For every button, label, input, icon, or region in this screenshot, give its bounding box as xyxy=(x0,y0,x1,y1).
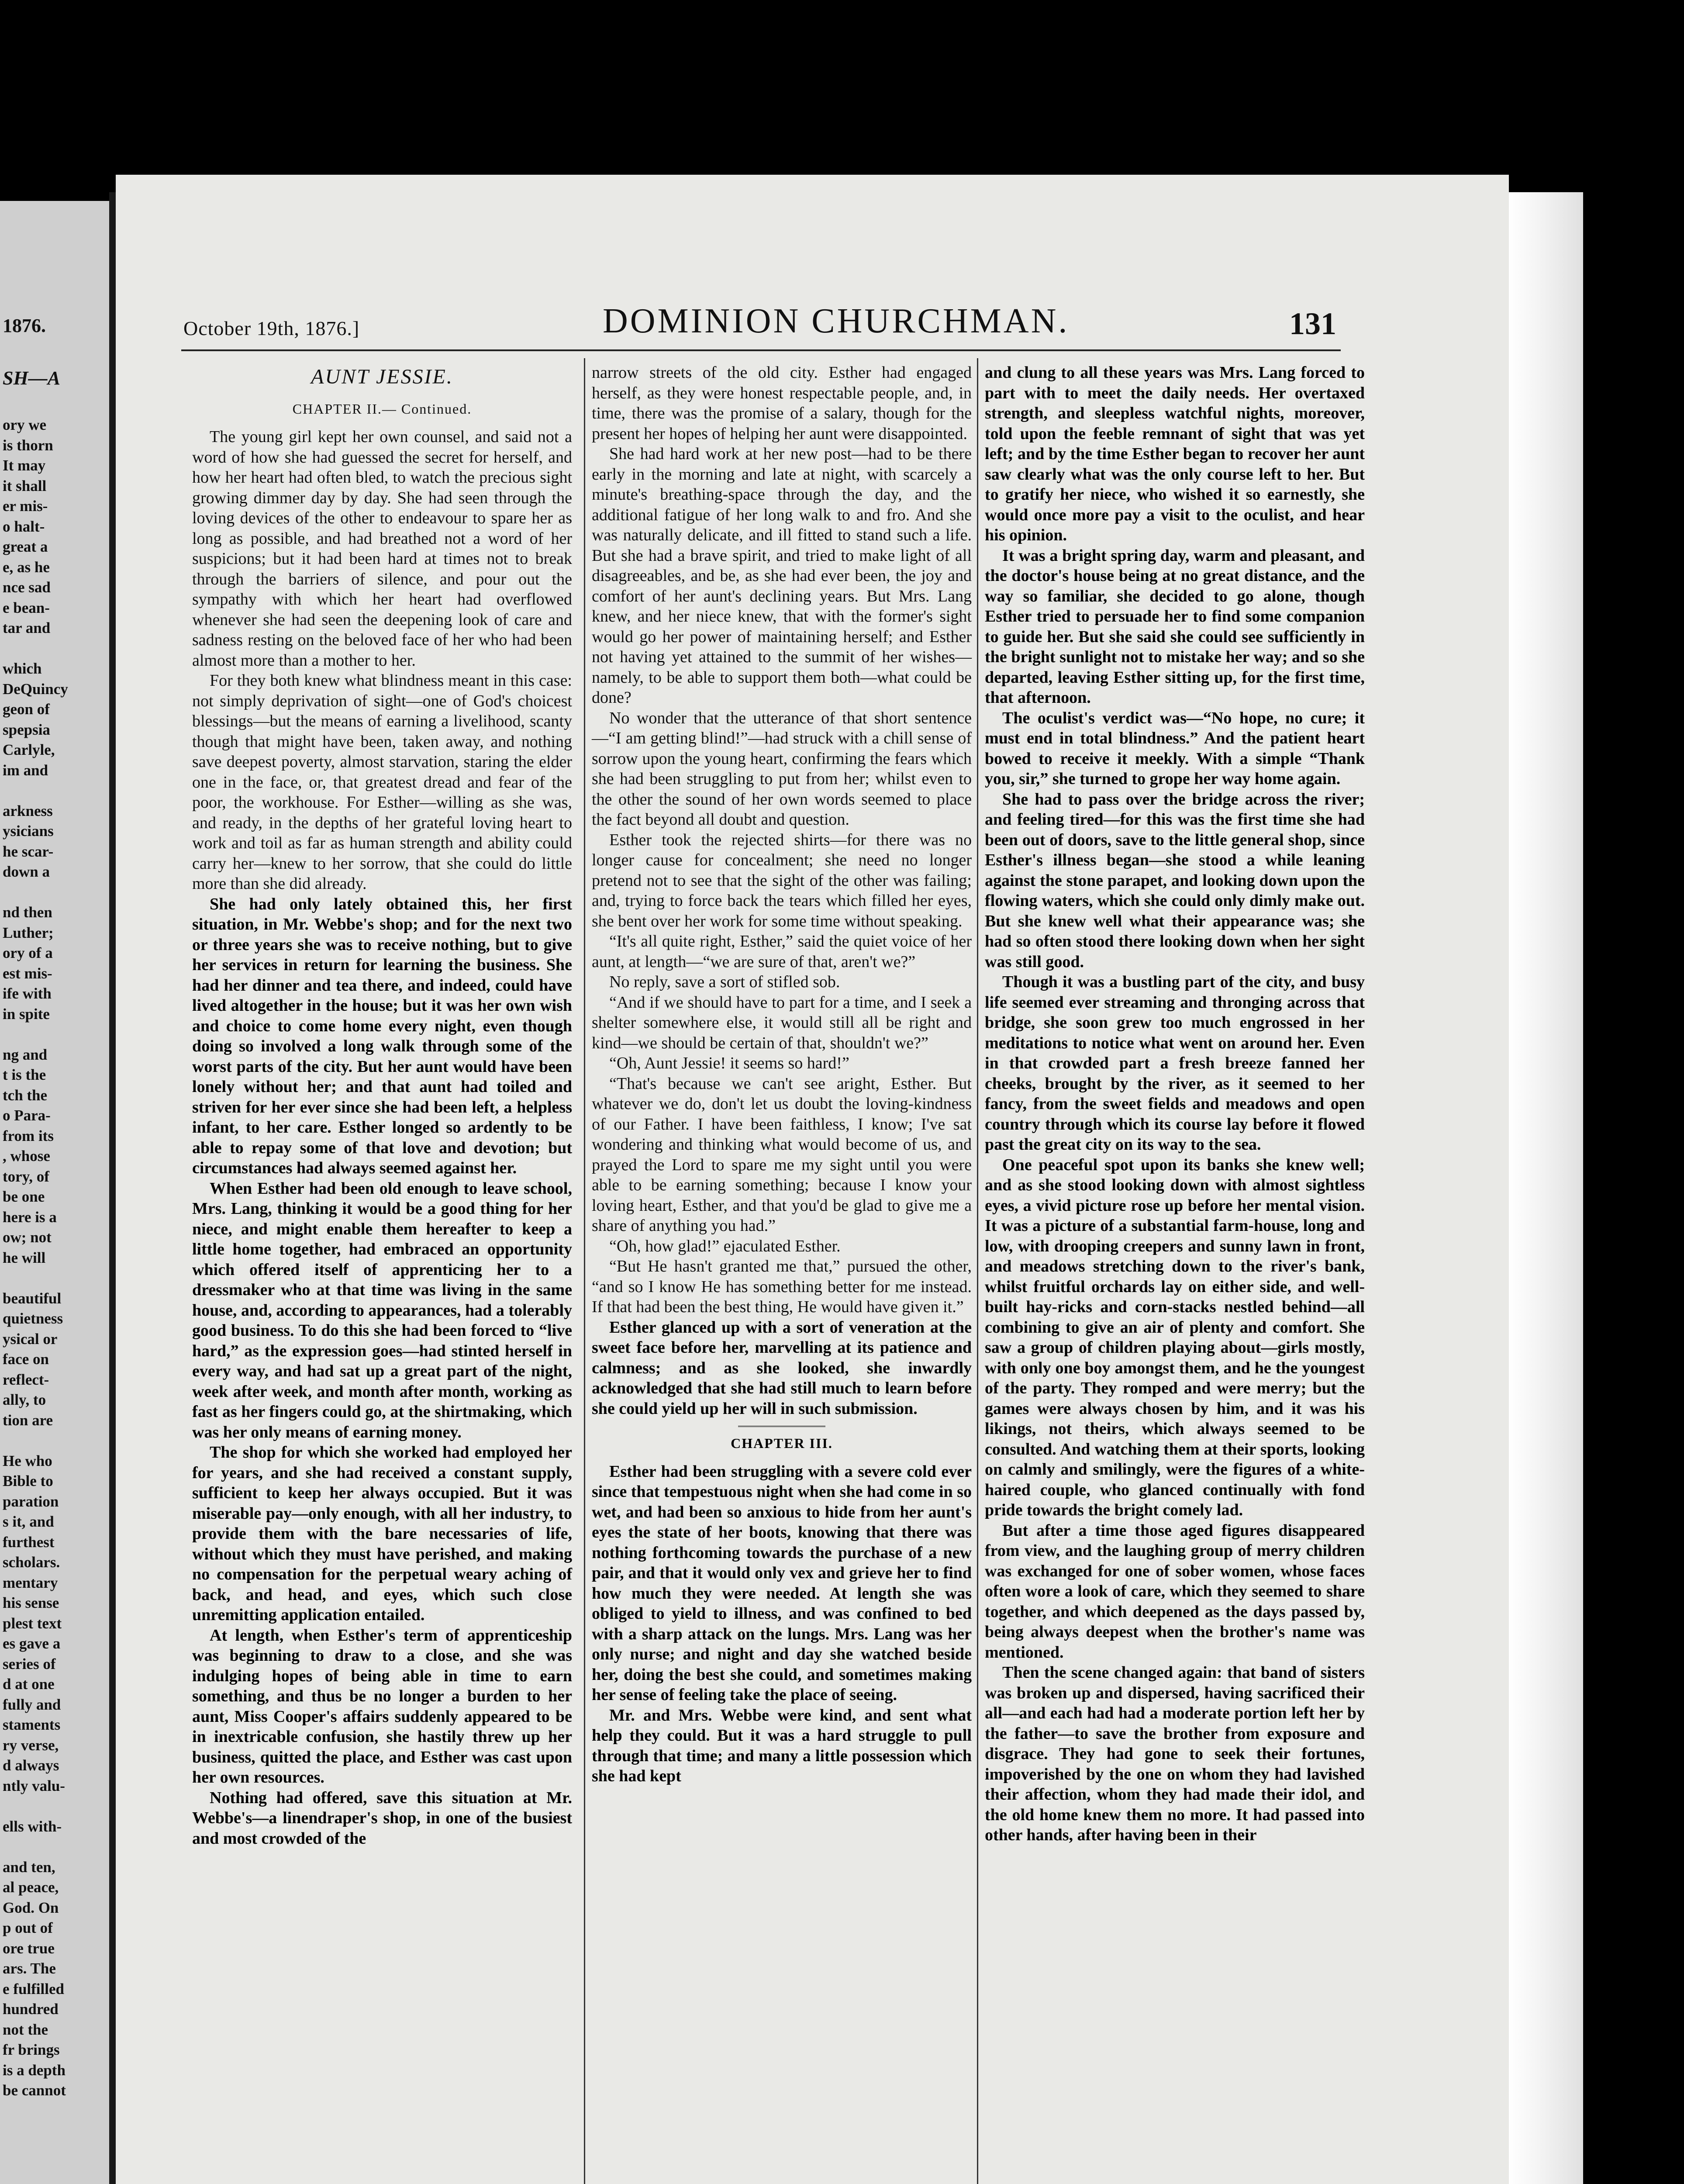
paragraph: One peaceful spot upon its banks she knew well; and as she stood looking down with almost sightless eyes, a vivid picture rose up before her mental vision. It was a picture of a substantial farm-house, long and low, with drooping creepers and sunny lawn in front, and meadows stretching down to the river's bank, whilst fruitful orchards lay on either side, and well-built hay-ricks and corn-stacks nestled behind—all combining to give an air of plenty and comfort. She saw a group of children playing about—girls mostly, with only one boy amongst them, and he the youngest of the party. They romped and were merry; but the games were always chosen by him, and it was his likings, not theirs, which always seemed to be consulted. And watching them at their sports, looking on calmly and smilingly, were the figures of a white-haired couple, who glanced continually with fond pride towards the bright comely lad. xyxy=(985,1155,1365,1519)
paragraph: The shop for which she worked had employed her for years, and she had received a constant supply, sufficient to keep her always occupied. But it was miserable pay—only enough, with all her industry, to provide them with the bare necessaries of life, without which they must have perished, and making no compensation for the perpetual weary aching of back, and head, and eyes, which such close unremitting application entailed. xyxy=(192,1443,572,1624)
story-title: AUNT JESSIE. xyxy=(311,365,453,388)
previous-page-title: SH—A xyxy=(3,367,61,389)
paragraph: She had only lately obtained this, her first situation, in Mr. Webbe's shop; and for the next two or three years she was to receive nothing, but to give her services in return for learning the business. She had her dinner and tea there, and indeed, could have lived altogether in the house; but it was her own wish and choice to come home every night, even though doing so involved a long walk through some of the worst parts of the city. But her aunt would have been lonely without her; and that aunt had toiled and striven for her ever since she had been left, a helpless infant, to her care. Esther longed so ardently to be able to repay some of that love and devotion; but circumstances had always seemed against her. xyxy=(192,895,572,1177)
paragraph: “That's because we can't see aright, Esther. But whatever we do, don't let us doubt the loving-kindness of our Father. I have been faithless, I know; I've sat wondering and thinking what would become of us, and prayed the Lord to spare me my sight until you were able to be earning something; because I know your loving heart, Esther, and that you'd be glad to give me a share of anything you had.” xyxy=(592,1074,972,1235)
section-ornament xyxy=(738,1426,825,1427)
column-1 xyxy=(192,363,572,1849)
paragraph: narrow streets of the old city. Esther had engaged herself, as they were honest respectable people, and, in time, there was the promise of a salary, though for the present her hopes of helping her aunt were disappointed. xyxy=(592,363,972,443)
paragraph: “Oh, how glad!” ejaculated Esther. xyxy=(609,1237,841,1255)
paragraph: She had hard work at her new post—had to be there early in the morning and late at night, with scarcely a minute's breathing-space through the day, and the additional fatigue of her long walk to and fro. And she was naturally delicate, and ill fitted to stand such a life. But she had a brave spirit, and tried to make light of all disagreeables, and be, as she had ever been, the joy and comfort of her aunt's declining years. But Mrs. Lang knew, and her niece knew, that with the former's sight would go her power of maintaining herself; and Esther not having yet attained to the summit of her wishes—namely, to be able to support them both—what could be done? xyxy=(592,445,972,707)
previous-page-fragment xyxy=(0,201,109,2184)
paragraph: and clung to all these years was Mrs. Lang forced to part with to meet the daily needs. Her overtaxed strength, and sleepless watchful nights, moreover, told upon the feeble remnant of sight that was yet left; and by the time Esther began to recover her aunt saw clearly what was the only course left to her. But to gratify her niece, who wished it so earnestly, she would once more pay a visit to the oculist, and hear his opinion. xyxy=(985,363,1365,544)
paragraph: Esther glanced up with a sort of veneration at the sweet face before her, marvelling at its patience and calmness; and as she looked, she inwardly acknowledged that she had still much to learn before she could yield up her will in such submission. xyxy=(592,1318,972,1418)
paragraph: It was a bright spring day, warm and pleasant, and the doctor's house being at no great distance, and the way so familiar, she decided to go alone, though Esther tried to persuade her to find some companion to guide her. But she said she could see sufficiently in the bright sunlight not to mistake her way; and so she departed, leaving Esther sitting up, for the first time, that afternoon. xyxy=(985,546,1365,707)
chapter-heading: CHAPTER III. xyxy=(731,1435,833,1451)
column-3 xyxy=(985,363,1365,1845)
column-rule xyxy=(584,358,585,2184)
paragraph: At length, when Esther's term of apprenticeship was beginning to draw to a close, and she was indulging hopes of being able in time to earn something, and thus be no longer a burden to her aunt, Miss Cooper's affairs suddenly appeared to be in inextricable confusion, she hastily threw up her business, quitted the place, and Esther was cast upon her own resources. xyxy=(192,1626,572,1787)
paragraph: Nothing had offered, save this situation at Mr. Webbe's—a linendraper's shop, in one of the busiest and most crowded of the xyxy=(192,1788,572,1848)
publication-title: DOMINION CHURCHMAN. xyxy=(603,302,1070,340)
previous-page-text: ory we is thorn It may it shall er mis- o halt- great a e, as he nce sad e bean- tar and which DeQuincy geon of spepsia Carlyle, im and arkness ysicians he scar- down a nd then Luther; ory of a est mis- ife with in spite ng and t is the tch the o Para- from its , whose tory, of be one here is a ow; not he will beautiful quietness ysical or face on reflect- ally, to tion are He who Bible to paration s it, and furthest scholars. mentary his sense plest text es gave a series of d at one fully and staments ry verse, d always ntly valu- ells with- and ten, al peace, God. On p out of ore true ars. The e fulfilled hundred not the fr brings is a depth be cannot xyxy=(3,416,68,2099)
paragraph: Though it was a bustling part of the city, and busy life seemed ever streaming and thronging across that bridge, she soon grew too much engrossed in her meditations to notice what went on around her. Even in that crowded part a fresh breeze fanned her cheeks, brought by the river, as it seemed to her fancy, from the sweet fields and meadows and open country through which its course lay before it flowed past the great city on its way to the sea. xyxy=(985,973,1365,1154)
page-edges xyxy=(1509,192,1583,2184)
paragraph: No wonder that the utterance of that short sentence—“I am getting blind!”—had struck with a chill sense of sorrow upon the young heart, confirming the fears which she had been struggling to put from her; whilst even to the other the sound of her own words seemed to place the fact beyond all doubt and question. xyxy=(592,708,972,829)
paragraph: “It's all quite right, Esther,” said the quiet voice of her aunt, at length—“we are sure of that, aren't we?” xyxy=(592,932,972,971)
paragraph: For they both knew what blindness meant in this case: not simply deprivation of sight—one of God's choicest blessings—but the means of earning a livelihood, scanty though that might have been, taken away, and nothing save deepest poverty, almost starvation, staring the elder one in the face, or, that greatest dread and fear of the poor, the workhouse. For Esther—willing as she was, and ready, in the depths of her grateful loving heart to work and toil as far as human strength and ability could carry her—knew to her sorrow, that she could do little more than she did already. xyxy=(192,671,572,893)
column-rule xyxy=(977,358,978,2184)
paragraph: “And if we should have to part for a time, and I seek a shelter somewhere else, it would still all be right and kind—we should be certain of that, shouldn't we?” xyxy=(592,993,972,1052)
paragraph: Esther took the rejected shirts—for there was no longer cause for concealment; she need no longer pretend not to see that the sight of the other was failing; and, trying to force back the tears which filled her eyes, she bent over her work for some time without speaking. xyxy=(592,830,972,930)
paragraph: The oculist's verdict was—“No hope, no cure; it must end in total blindness.” And the patient heart bowed to receive it meekly. With a simple “Thank you, sir,” she turned to grope her way home again. xyxy=(985,708,1365,788)
issue-date: October 19th, 1876.] xyxy=(183,317,360,339)
paragraph: Mr. and Mrs. Webbe were kind, and sent what help they could. But it was a hard struggle to pull through that time; and many a little possession which she had kept xyxy=(592,1706,972,1785)
paragraph: But after a time those aged figures disappeared from view, and the laughing group of merry children was exchanged for one of sober women, whose faces often wore a look of care, which they seemed to share together, and which deepened as the days passed by, being always deepest when the brother's name was mentioned. xyxy=(985,1521,1365,1662)
chapter-heading: CHAPTER II.— Continued. xyxy=(292,401,472,417)
header-rule xyxy=(181,349,1341,351)
paragraph: “But He hasn't granted me that,” pursued the other, “and so I know He has something better for me instead. If that had been the best thing, He would have given it.” xyxy=(592,1257,972,1316)
paragraph: Then the scene changed again: that band of sisters was broken up and dispersed, having sacrificed their all—and each had had a moderate portion left her by the father—to save the brother from exposure and disgrace. They had gone to seek their fortunes, impoverished by the one on whom they had lavished their affection, whom they had made their idol, and the old home knew them no more. It had passed into other hands, after having been in their xyxy=(985,1663,1365,1844)
paragraph: The young girl kept her own counsel, and said not a word of how she had guessed the secret for herself, and how her heart had often bled, to watch the precious sight growing dimmer day by day. She had seen through the loving devices of the other to endeavour to spare her as long as possible, and had breathed not a word of her suspicions; but it had been hard at times not to break through the barriers of silence, and pour out the sympathy with which her heart had overflowed whenever she had seen the deepening look of care and sadness resting on the beloved face of her who had been almost more than a mother to her. xyxy=(192,428,572,670)
paragraph: When Esther had been old enough to leave school, Mrs. Lang, thinking it would be a good thing for her niece, and might enable them hereafter to keep a little home together, had embraced an opportunity which offered itself of apprenticing her to a dressmaker who at that time was living in the same house, and, according to appearances, had a tolerably good business. To do this she had been forced to “live hard,” as the expression goes—had stinted herself in every way, and had sat up a great part of the night, week after week, and month after month, working as fast as her fingers could go, at the shirtmaking, which was her only means of earning money. xyxy=(192,1179,572,1441)
previous-page-year: 1876. xyxy=(3,315,46,336)
paragraph: Esther had been struggling with a severe cold ever since that tempestuous night when she had come in so wet, and had been so anxious to hide from her aunt's eyes the state of her boots, knowing that there was nothing forthcoming towards the purchase of a new pair, and that it would only vex and grieve her to find how much they were needed. At length she was obliged to yield to illness, and was confined to bed with a sharp attack on the lungs. Mrs. Lang was her only nurse; and night and day she watched beside her, doing the best she could, and sometimes making her sense of feeling take the place of seeing. xyxy=(592,1462,972,1704)
column-2 xyxy=(592,363,972,1787)
page-header xyxy=(183,297,1336,354)
paragraph: She had to pass over the bridge across the river; and feeling tired—for this was the first time she had been out of doors, save to the little general shop, since Esther's illness began—she stood a while leaning against the stone parapet, and looking down upon the flowing waters, which she could only dimly make out. But she knew well what their appearance was; she had so often stood there looking down when her sight was still good. xyxy=(985,790,1365,971)
page-number: 131 xyxy=(1289,306,1336,341)
paragraph: No reply, save a sort of stifled sob. xyxy=(609,973,840,991)
paragraph: “Oh, Aunt Jessie! it seems so hard!” xyxy=(609,1054,849,1072)
